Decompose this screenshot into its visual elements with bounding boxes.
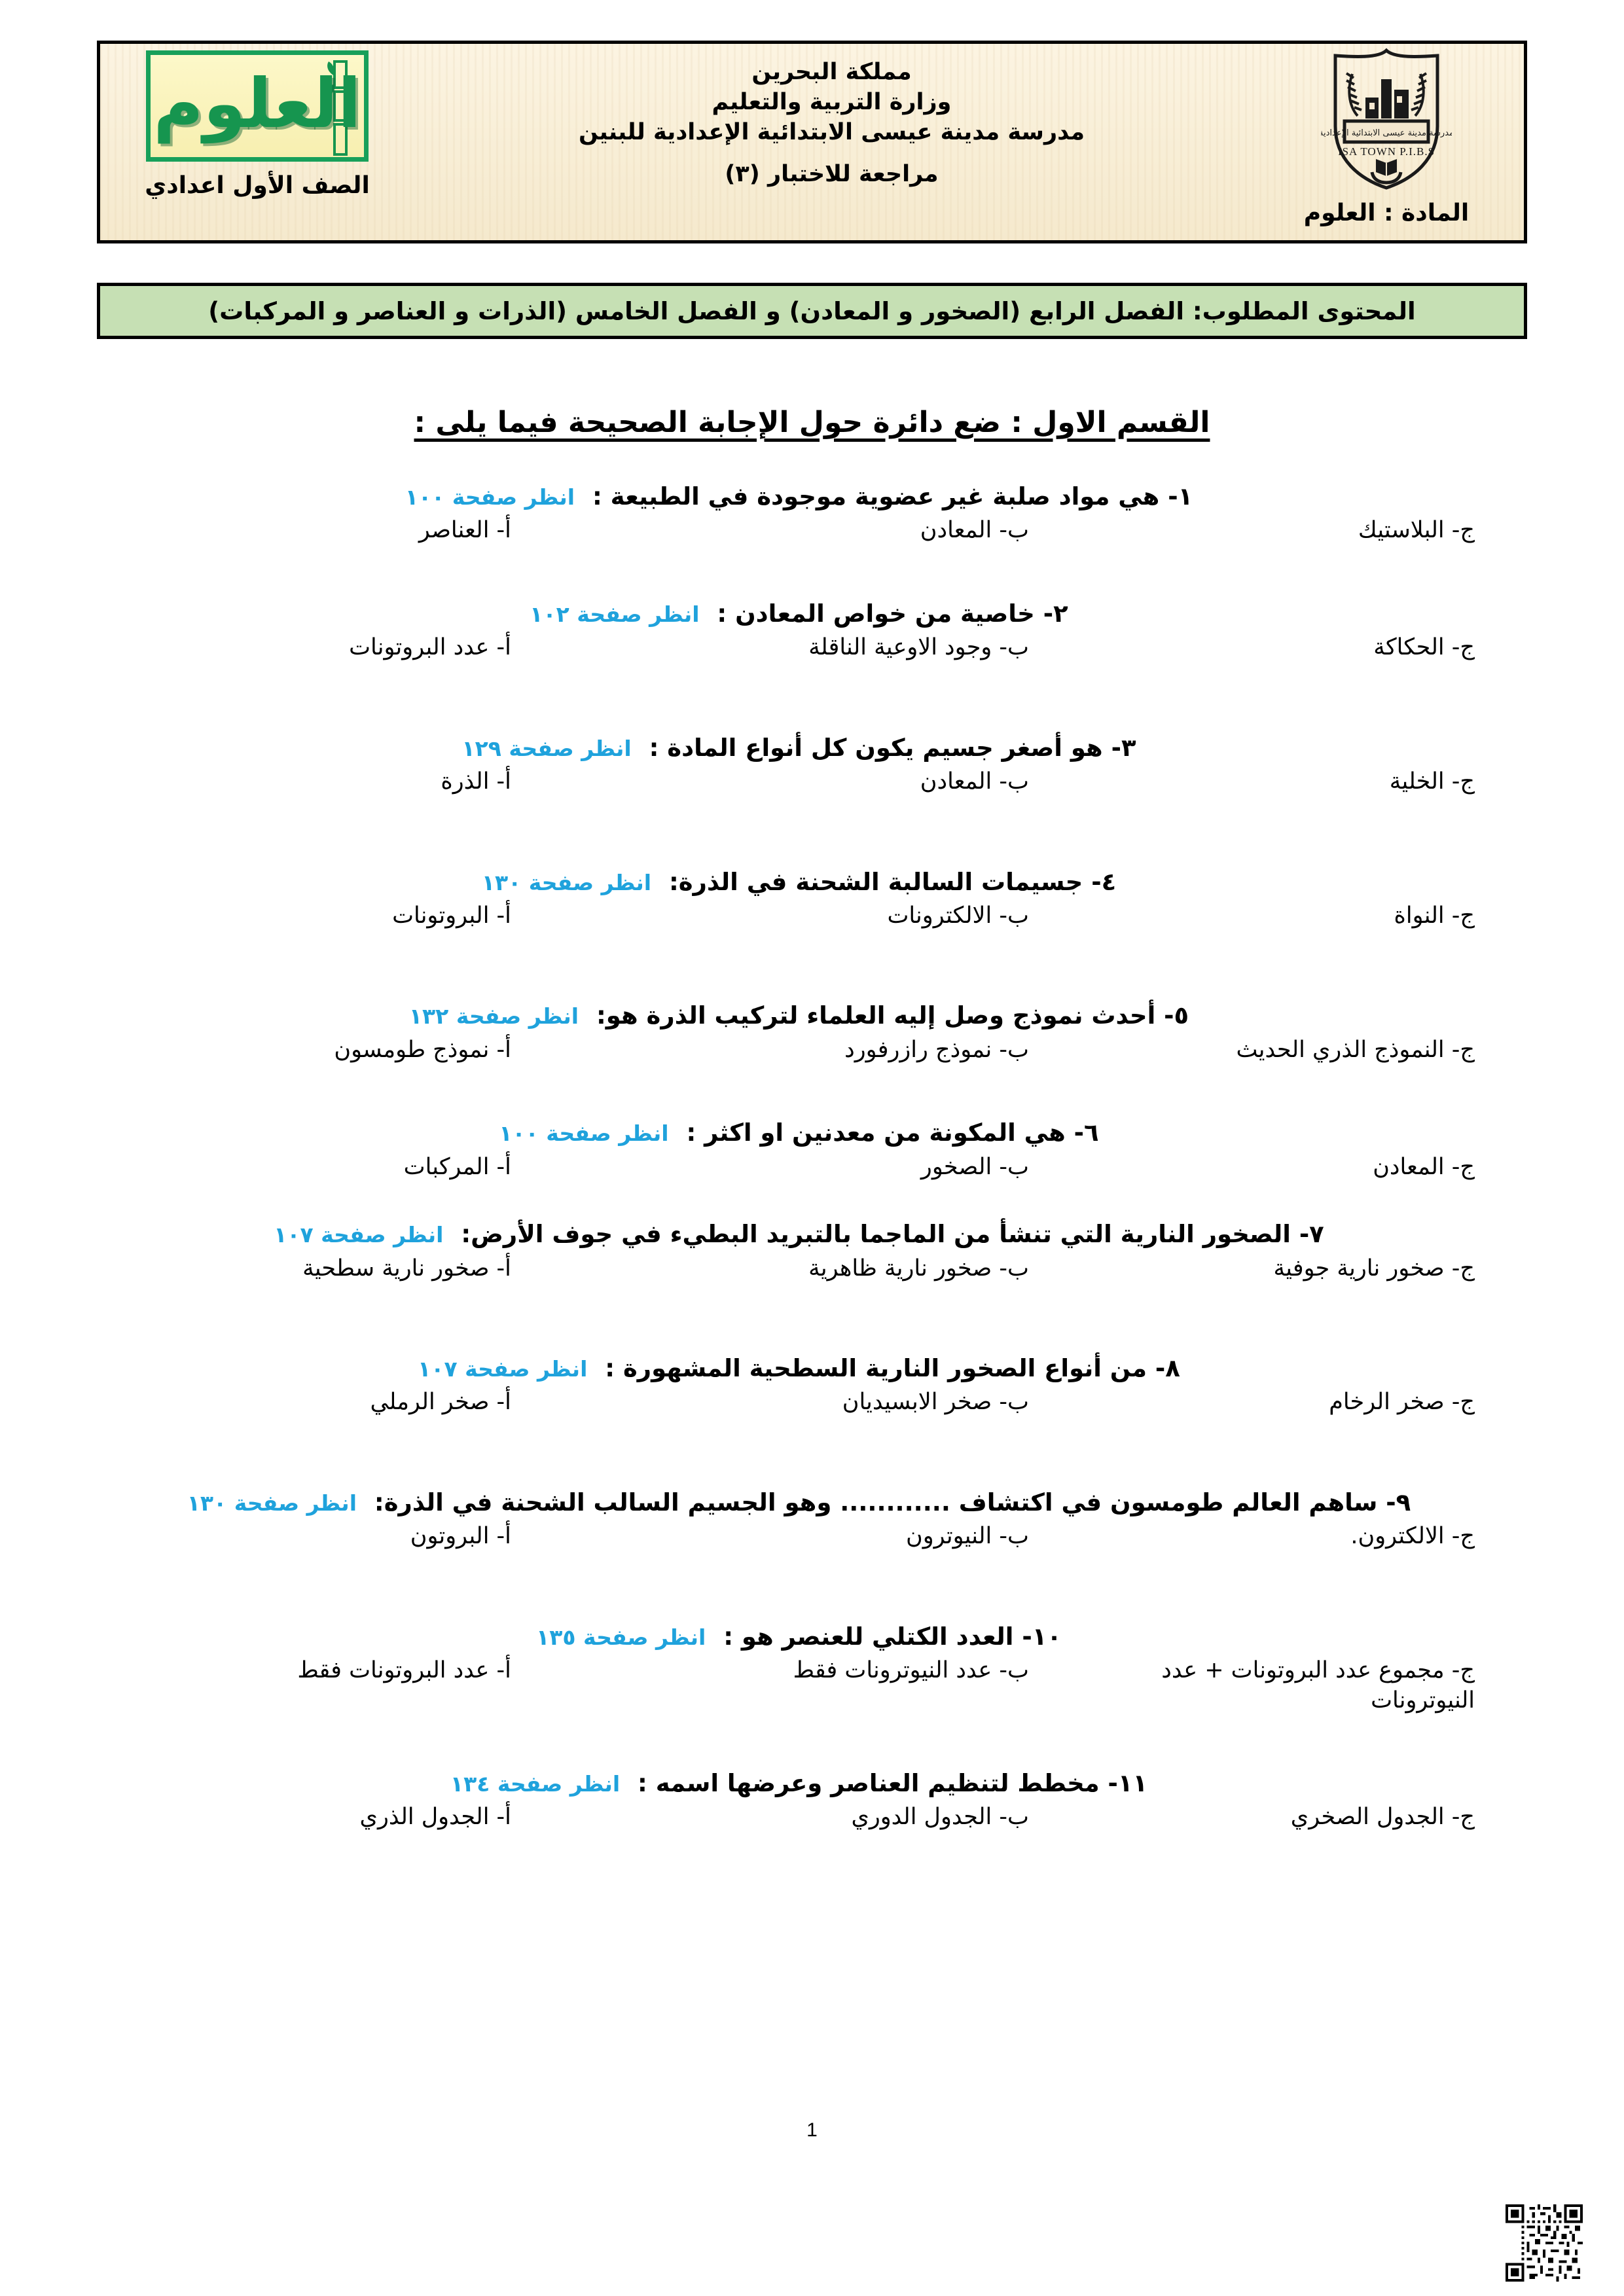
ministry-line-country: مملكة البحرين bbox=[751, 59, 912, 85]
question-number: ٧- bbox=[1299, 1220, 1324, 1249]
question-number: ٤- bbox=[1091, 867, 1117, 896]
question-stem bbox=[97, 1000, 1527, 1031]
question-page-reference: انظر صفحة ١٣٠ bbox=[481, 869, 652, 895]
question-options bbox=[97, 1254, 1527, 1284]
grade-label: الصف الأول اعدادي bbox=[145, 172, 370, 199]
crest-arabic-name: مدرسة مدينة عيسى الابتدائية الإعدادية bbox=[1321, 128, 1452, 138]
question-options bbox=[97, 1803, 1527, 1833]
question-item bbox=[97, 1000, 1527, 1065]
header-left-column bbox=[100, 44, 414, 240]
header-center-column bbox=[414, 44, 1249, 240]
spacer bbox=[97, 552, 1527, 598]
option-a[interactable]: أ- المركبات bbox=[403, 1153, 511, 1180]
option-c[interactable]: ج- المعادن bbox=[1373, 1153, 1475, 1180]
question-item bbox=[97, 1117, 1527, 1182]
option-c[interactable]: ج- البلاستيك bbox=[1358, 517, 1475, 544]
question-options bbox=[97, 1388, 1527, 1418]
option-b[interactable]: ب- الجدول الدوري bbox=[851, 1804, 1029, 1831]
option-c[interactable]: ج- صخور نارية جوفية bbox=[1273, 1255, 1475, 1282]
page-number: 1 bbox=[806, 2119, 818, 2141]
option-b[interactable]: ب- وجود الاوعية الناقلة bbox=[808, 634, 1029, 661]
required-content-text: المحتوى المطلوب: الفصل الرابع (الصخور و المعادن) و الفصل الخامس (الذرات و العناصر و المركبات) bbox=[208, 296, 1416, 325]
question-number: ٢- bbox=[1043, 599, 1068, 628]
option-a[interactable]: أ- عدد البروتونات bbox=[349, 634, 511, 661]
option-a[interactable]: أ- صخر الرملي bbox=[370, 1389, 511, 1416]
option-c[interactable]: ج- النواة bbox=[1394, 902, 1475, 929]
option-c[interactable]: ج- مجموع عدد البروتونات + عدد النيوترونات bbox=[1161, 1657, 1475, 1713]
science-logo-word: العلوم bbox=[153, 63, 361, 143]
question-number: ١٠- bbox=[1022, 1622, 1062, 1651]
question-number: ٨- bbox=[1155, 1354, 1180, 1383]
question-page-reference: انظر صفحة ١٣٢ bbox=[408, 1003, 579, 1030]
question-stem bbox=[97, 867, 1527, 897]
question-options bbox=[97, 1153, 1527, 1183]
spacer bbox=[97, 1290, 1527, 1353]
question-page-reference: انظر صفحة ١٠٧ bbox=[418, 1356, 588, 1382]
option-b[interactable]: ب- الالكترونات bbox=[887, 902, 1029, 929]
question-page-reference: انظر صفحة ١٢٩ bbox=[461, 735, 632, 761]
ministry-line-ministry: وزارة التربية والتعليم bbox=[712, 89, 952, 116]
question-options bbox=[97, 1035, 1527, 1066]
document-header bbox=[97, 41, 1527, 243]
exam-title: مراجعة للاختبار (٣) bbox=[725, 160, 939, 187]
option-b[interactable]: ب- صخر الابسيديان bbox=[842, 1389, 1029, 1416]
question-item bbox=[97, 1487, 1527, 1552]
spacer bbox=[97, 1722, 1527, 1768]
option-b[interactable]: ب- النيوترون bbox=[905, 1523, 1029, 1550]
spacer bbox=[97, 1189, 1527, 1219]
question-item bbox=[97, 1621, 1527, 1715]
question-page-reference: انظر صفحة ١٠٢ bbox=[530, 601, 700, 627]
question-number: ٦- bbox=[1074, 1119, 1099, 1147]
question-text: من أنواع الصخور النارية السطحية المشهورة : bbox=[605, 1354, 1147, 1383]
option-b[interactable]: ب- المعادن bbox=[920, 768, 1029, 795]
question-number: ٩- bbox=[1386, 1488, 1411, 1516]
option-a[interactable]: أ- عدد البروتونات فقط bbox=[297, 1657, 511, 1684]
science-subject-logo bbox=[146, 50, 369, 162]
question-page-reference: انظر صفحة ١٣٠ bbox=[187, 1490, 357, 1516]
option-a[interactable]: أ- الذرة bbox=[441, 768, 511, 795]
question-page-reference: انظر صفحة ١٣٤ bbox=[450, 1771, 621, 1797]
question-item bbox=[97, 732, 1527, 797]
question-number: ١- bbox=[1168, 482, 1193, 511]
crest-latin-name: ISA TOWN P.I.B.S bbox=[1337, 145, 1435, 158]
question-options bbox=[97, 1522, 1527, 1552]
option-a[interactable]: أ- البروتون bbox=[410, 1523, 511, 1550]
question-stem bbox=[97, 598, 1527, 629]
question-text: ساهم العالم طومسون في اكتشاف ............ وهو الجسيم السالب الشحنة في الذرة: bbox=[374, 1488, 1378, 1516]
question-stem bbox=[97, 481, 1527, 512]
option-b[interactable]: ب- الصخور bbox=[920, 1153, 1029, 1180]
question-stem bbox=[97, 1621, 1527, 1652]
question-page-reference: انظر صفحة ١٠٠ bbox=[405, 484, 575, 510]
option-c[interactable]: ج- الخلية bbox=[1389, 768, 1475, 795]
required-content-banner bbox=[97, 283, 1527, 339]
question-options bbox=[97, 516, 1527, 546]
question-item bbox=[97, 1219, 1527, 1283]
header-right-column bbox=[1249, 44, 1524, 240]
school-crest-icon bbox=[1321, 48, 1452, 190]
subject-label: المادة : العلوم bbox=[1303, 200, 1470, 226]
question-number: ١١- bbox=[1108, 1769, 1148, 1798]
spacer bbox=[97, 1558, 1527, 1621]
question-text: خاصية من خواص المعادن : bbox=[717, 599, 1035, 628]
question-item bbox=[97, 1768, 1527, 1833]
question-text: هي مواد صلبة غير عضوية موجودة في الطبيعة : bbox=[592, 482, 1160, 511]
question-text: مخطط لتنظيم العناصر وعرضها اسمه : bbox=[638, 1769, 1100, 1798]
section-one-title-text: القسم الاول : ضع دائرة حول الإجابة الصحيحة فيما يلى : bbox=[414, 406, 1210, 439]
question-stem bbox=[97, 732, 1527, 763]
option-c[interactable]: ج- الالكترون. bbox=[1350, 1523, 1475, 1550]
question-stem bbox=[97, 1487, 1527, 1518]
question-text: هي المكونة من معدنين او اكثر : bbox=[686, 1119, 1066, 1147]
option-c[interactable]: ج- النموذج الذري الحديث bbox=[1236, 1036, 1475, 1063]
question-page-reference: انظر صفحة ١٠٠ bbox=[499, 1121, 669, 1147]
question-text: هو أصغر جسيم يكون كل أنواع المادة : bbox=[649, 733, 1103, 762]
question-page-reference: انظر صفحة ١٠٧ bbox=[274, 1222, 444, 1248]
question-text: أحدث نموذج وصل إليه العلماء لتركيب الذرة هو: bbox=[596, 1001, 1156, 1030]
qr-code-icon bbox=[1506, 2204, 1583, 2282]
option-c[interactable]: ج- الجدول الصخري bbox=[1290, 1804, 1475, 1831]
question-options bbox=[97, 633, 1527, 663]
spacer bbox=[97, 1071, 1527, 1117]
option-a[interactable]: أ- نموذج طومسون bbox=[334, 1036, 511, 1063]
option-a[interactable]: أ- صخور نارية سطحية bbox=[302, 1255, 511, 1282]
question-text: العدد الكتلي للعنصر هو : bbox=[723, 1622, 1014, 1651]
question-stem bbox=[97, 1117, 1527, 1148]
question-item bbox=[97, 598, 1527, 663]
option-a[interactable]: أ- البروتونات bbox=[392, 902, 511, 929]
question-stem bbox=[97, 1353, 1527, 1384]
question-number: ٥- bbox=[1164, 1001, 1189, 1030]
option-b[interactable]: ب- المعادن bbox=[920, 517, 1029, 544]
question-item bbox=[97, 481, 1527, 546]
option-a[interactable]: أ- العناصر bbox=[418, 517, 511, 544]
question-text: الصخور النارية التي تنشأ من الماجما بالتبريد البطيء في جوف الأرض: bbox=[461, 1220, 1291, 1249]
spacer bbox=[97, 804, 1527, 867]
option-c[interactable]: ج- صخر الرخام bbox=[1329, 1389, 1475, 1416]
question-number: ٣- bbox=[1111, 733, 1136, 762]
option-a[interactable]: أ- الجدول الذري bbox=[359, 1804, 511, 1831]
question-stem bbox=[97, 1768, 1527, 1799]
question-options bbox=[97, 901, 1527, 931]
question-item bbox=[97, 867, 1527, 931]
spacer bbox=[97, 670, 1527, 732]
section-one-title bbox=[97, 406, 1527, 439]
question-text: جسيمات السالبة الشحنة في الذرة: bbox=[668, 867, 1083, 896]
option-b[interactable]: ب- نموذج رازرفورد bbox=[844, 1036, 1029, 1063]
question-stem bbox=[97, 1219, 1527, 1249]
option-b[interactable]: ب- صخور نارية ظاهرية bbox=[808, 1255, 1029, 1282]
question-page-reference: انظر صفحة ١٣٥ bbox=[536, 1624, 706, 1650]
questions-list bbox=[97, 481, 1527, 1839]
option-b[interactable]: ب- عدد النيوترونات فقط bbox=[793, 1657, 1029, 1684]
spacer bbox=[97, 1424, 1527, 1487]
question-options bbox=[97, 1656, 1527, 1715]
question-item bbox=[97, 1353, 1527, 1418]
ministry-line-school: مدرسة مدينة عيسى الابتدائية الإعدادية للبنين bbox=[578, 119, 1085, 146]
question-options bbox=[97, 767, 1527, 797]
spacer bbox=[97, 937, 1527, 1000]
option-c[interactable]: ج- الحكاكة bbox=[1373, 634, 1475, 661]
